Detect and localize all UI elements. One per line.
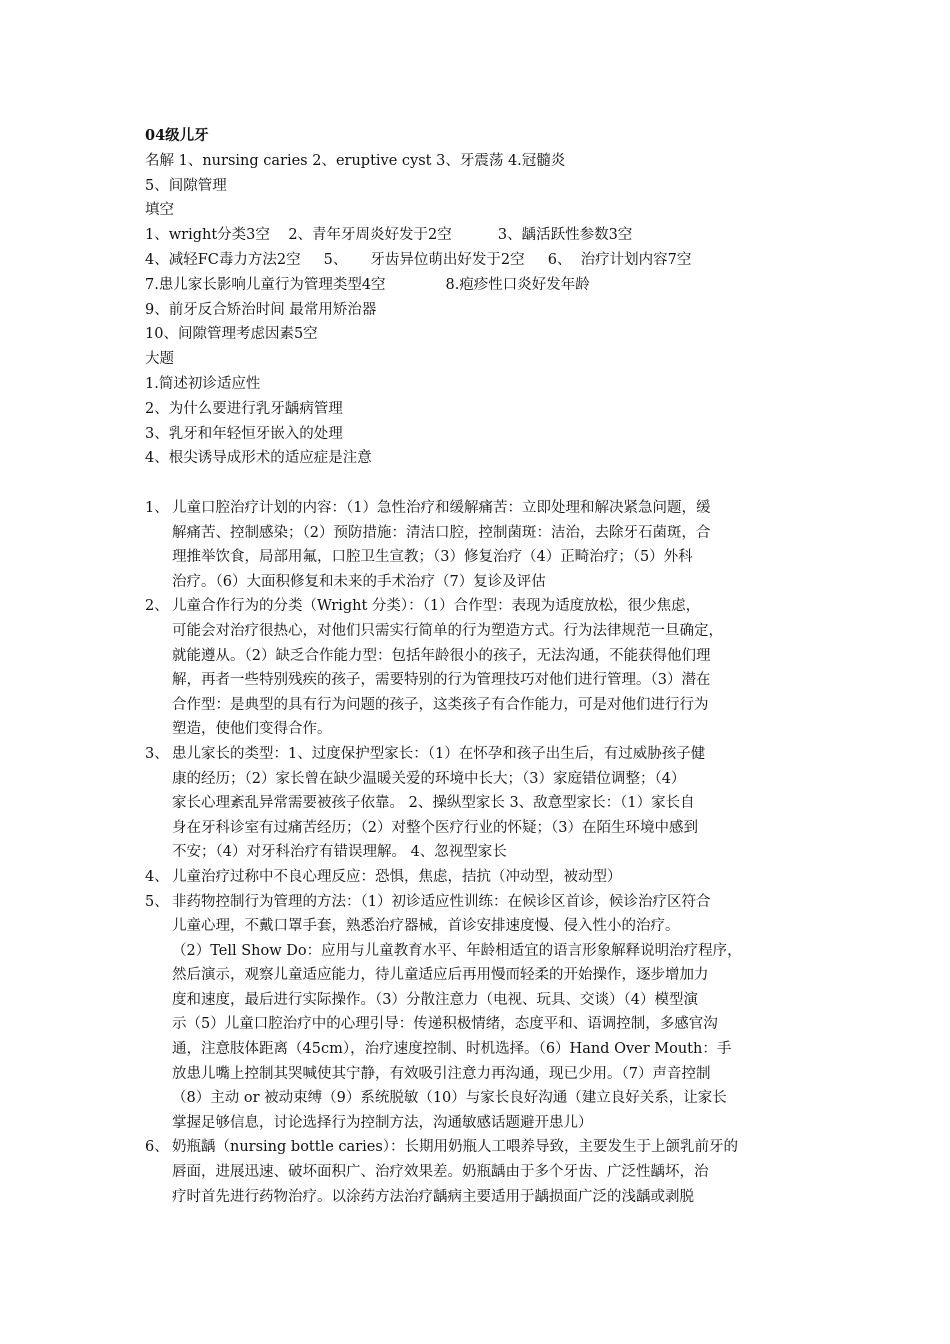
question-line: 2、为什么要进行乳牙龋病管理 <box>145 400 343 417</box>
answer-line: 家长心理紊乱异常需要被孩子依靠。 2、操纵型家长 3、敌意型家长：（1）家长自 <box>172 795 695 812</box>
answer-line: 治疗。（6）大面积修复和未来的手术治疗（7）复诊及评估 <box>172 573 546 590</box>
answer-line: 示（5）儿童口腔治疗中的心理引导：传递积极情绪，态度平和、语调控制，多感官沟 <box>172 1016 718 1033</box>
answer-line: 塑造，使他们变得合作。 <box>172 721 332 738</box>
answer-item <box>145 1135 805 1209</box>
answer-number: 2、 <box>145 598 169 615</box>
question-line: 1、wright分类3空 2、青年牙周炎好发于2空 3、龋活跃性参数3空 <box>145 227 633 244</box>
answer-line: 解痛苦、控制感染；（2）预防措施：清洁口腔，控制菌斑：洁治，去除牙石菌斑，合 <box>172 524 711 541</box>
question-line: 5、间隙管理 <box>145 177 227 194</box>
answer-item <box>145 890 805 1136</box>
answer-line: 康的经历；（2）家长曾在缺少温暖关爱的环境中长大；（3）家庭错位调整；（4） <box>172 770 686 787</box>
answer-line: 唇面，进展迅速、破坏面积广、治疗效果差。奶瓶龋由于多个牙齿、广泛性龋坏，治 <box>172 1164 709 1181</box>
answer-line: （2）Tell Show Do：应用与儿童教育水平、年龄相适宜的语言形象解释说明治疗程序， <box>172 942 742 959</box>
section-heading: 大题 <box>145 351 174 368</box>
section-heading: 填空 <box>145 202 174 219</box>
answer-line: 儿童治疗过称中不良心理反应：恐惧，焦虑，拮抗（冲动型，被动型） <box>172 868 622 885</box>
answer-list <box>145 496 805 1209</box>
answer-line: 儿童心理，不戴口罩手套，熟悉治疗器械，首诊安排速度慢、侵入性小的治疗。 <box>172 918 680 935</box>
answer-number: 5、 <box>145 893 169 910</box>
answer-number: 6、 <box>145 1139 169 1156</box>
answer-line: 奶瓶龋（nursing bottle caries）：长期用奶瓶人工喂养导致，主要发生于上颌乳前牙的 <box>172 1139 739 1156</box>
answer-line: 身在牙科诊室有过痛苦经历；（2）对整个医疗行业的怀疑；（3）在陌生环境中感到 <box>172 819 698 836</box>
answer-number: 1、 <box>145 500 169 516</box>
answer-line: 儿童口腔治疗计划的内容：（1）急性治疗和缓解痛苦：立即处理和解决紧急问题，缓 <box>172 500 711 516</box>
answer-line: 儿童合作行为的分类（Wright 分类）：（1）合作型：表现为适度放松，很少焦虑， <box>172 598 701 615</box>
answer-item <box>145 594 805 742</box>
answer-line: 然后演示，观察儿童适应能力，待儿童适应后再用慢而轻柔的开始操作，逐步增加力 <box>172 967 709 984</box>
question-line: 1.简述初诊适应性 <box>145 375 261 392</box>
answer-line: 患儿家长的类型：1、过度保护型家长：（1）在怀孕和孩子出生后，有过威胁孩子健 <box>172 745 706 762</box>
answer-line: 理推举饮食，局部用氟，口腔卫生宣教；（3）修复治疗（4）正畸治疗；（5）外科 <box>172 549 693 566</box>
answer-item <box>145 496 805 594</box>
question-line: 4、根尖诱导成形术的适应症是注意 <box>145 450 372 467</box>
answer-line: 解，再者一些特别残疾的孩子，需要特别的行为管理技巧对他们进行管理。（3）潜在 <box>172 672 711 689</box>
question-line: 3、乳牙和年轻恒牙嵌入的处理 <box>145 425 343 442</box>
answer-line: 放患儿嘴上控制其哭喊使其宁静，有效吸引注意力再沟通，现已少用。（7）声音控制 <box>172 1065 711 1082</box>
question-line: 4、减轻FC毒力方法2空 5、 牙齿异位萌出好发于2空 6、 治疗计划内容7空 <box>145 251 692 268</box>
question-line: 10、间隙管理考虑因素5空 <box>145 326 318 343</box>
question-line: 9、前牙反合矫治时间 最常用矫治器 <box>145 301 377 318</box>
answer-item <box>145 742 805 865</box>
answer-line: 掌握足够信息，讨论选择行为控制方法，沟通敏感话题避开患儿） <box>172 1114 593 1131</box>
exam-questions <box>145 124 825 471</box>
answer-number: 3、 <box>145 745 169 762</box>
answer-line: （8）主动 or 被动束缚（9）系统脱敏（10）与家长良好沟通（建立良好关系，让家长 <box>172 1090 727 1107</box>
answer-item <box>145 865 805 890</box>
answer-line: 合作型：是典型的具有行为问题的孩子，这类孩子有合作能力，可是对他们进行行为 <box>172 696 709 713</box>
answer-line: 非药物控制行为管理的方法：（1）初诊适应性训练：在候诊区首诊，候诊治疗区符合 <box>172 893 711 910</box>
question-line: 7.患儿家长影响儿童行为管理类型4空 8.疱疹性口炎好发年龄 <box>145 276 590 293</box>
answer-line: 不安；（4）对牙科治疗有错误理解。 4、忽视型家长 <box>172 844 507 861</box>
document-title: 04级儿牙 <box>145 127 209 144</box>
answer-line: 疗时首先进行药物治疗。以涂药方法治疗龋病主要适用于龋损面广泛的浅龋或剥脱 <box>172 1188 694 1205</box>
answer-line: 通，注意肢体距离（45cm），治疗速度控制、时机选择。（6）Hand Over Mouth：手 <box>172 1041 732 1058</box>
answer-number: 4、 <box>145 868 169 885</box>
answer-line: 度和速度，最后进行实际操作。（3）分散注意力（电视、玩具、交谈）（4）模型演 <box>172 991 698 1008</box>
answer-line: 可能会对治疗很热心，对他们只需实行简单的行为塑造方式。行为法律规范一旦确定， <box>172 622 723 639</box>
answer-line: 就能遵从。（2）缺乏合作能力型：包括年龄很小的孩子，无法沟通，不能获得他们理 <box>172 647 711 664</box>
question-line: 名解 1、nursing caries 2、eruptive cyst 3、牙震荡 4.冠髓炎 <box>145 152 566 169</box>
